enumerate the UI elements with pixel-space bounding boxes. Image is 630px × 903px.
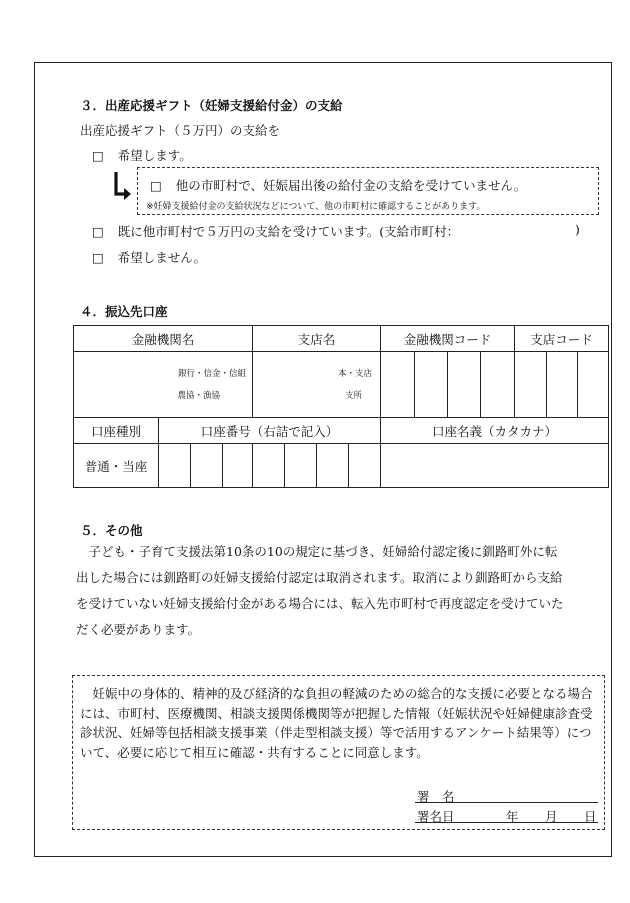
bank-code-digit[interactable]: [415, 352, 448, 418]
header-account-number: 口座番号（右詰で記入）: [159, 418, 381, 444]
bank-name-input[interactable]: [74, 352, 253, 418]
header-bank-code: 金融機関コード: [381, 326, 515, 352]
account-name-input[interactable]: [381, 444, 609, 488]
header-account-type: 口座種別: [74, 418, 159, 444]
section3-heading: ３．出産応援ギフト（妊婦支援給付金）の支給: [80, 98, 343, 113]
header-bank-name: 金融機関名: [74, 326, 253, 352]
sub-condition-checkbox[interactable]: □: [150, 178, 162, 193]
sub-condition-row[interactable]: [150, 176, 526, 194]
bank-type-label-1: 銀行・信金・信組: [178, 368, 247, 379]
sub-condition-label: 他の市町村で、妊娠届出後の給付金の支給を受けていません。: [175, 178, 527, 193]
option-already-checkbox[interactable]: □: [92, 224, 104, 239]
option-decline-label: 希望しません。: [117, 250, 207, 265]
bank-type-label-2: 農協・漁協: [177, 390, 221, 401]
branch-type-label-2: 支所: [345, 390, 363, 401]
date-month-label: 月: [545, 809, 558, 824]
date-day-label: 日: [584, 809, 597, 824]
section5-heading: ５．その他: [80, 523, 143, 538]
bank-account-table: [73, 325, 609, 488]
bank-code-digit[interactable]: [481, 352, 515, 418]
branch-code-digit[interactable]: [515, 352, 547, 418]
header-branch-name: 支店名: [253, 326, 381, 352]
account-type-value[interactable]: 普通・当座: [74, 444, 159, 488]
account-number-digit[interactable]: [253, 444, 285, 488]
branch-code-digit[interactable]: [578, 352, 609, 418]
option-decline-checkbox[interactable]: □: [92, 250, 104, 265]
option-already-suffix: ): [575, 222, 580, 237]
option-wish-row[interactable]: [92, 146, 192, 164]
signature-date-label: 署名日: [417, 809, 455, 824]
account-number-digit[interactable]: [285, 444, 317, 488]
section3-lead: 出産応援ギフト（５万円）の支給を: [80, 123, 281, 138]
date-year-label: 年: [506, 809, 519, 824]
section5-body: 子ども・子育て支援法第10条の10の規定に基づき、妊婦給付認定後に釧路町外に転出した場合には釧路町の妊婦支援給付認定は取消されます。取消により釧路町から支給を受けていない妊婦支援給付金がある場合には、転入先市町村で再度認定を受けていただく必要があります。: [76, 544, 564, 637]
option-decline-row[interactable]: [92, 248, 206, 266]
branch-name-input[interactable]: [253, 352, 381, 418]
section4-heading: ４．振込先口座: [80, 304, 168, 319]
account-number-digit[interactable]: [159, 444, 191, 488]
account-number-digit[interactable]: [191, 444, 223, 488]
branch-code-digit[interactable]: [547, 352, 578, 418]
account-number-digit[interactable]: [317, 444, 349, 488]
branch-type-label-1: 本・支店: [338, 368, 373, 379]
account-number-digit[interactable]: [349, 444, 381, 488]
option-already-label: 既に他市町村で５万円の支給を受けています。(支給市町村：: [117, 224, 460, 239]
arrow-down-right-icon: [110, 170, 132, 204]
sub-condition-note: ※妊婦支援給付金の支給状況などについて、他の市町村に確認することがあります。: [146, 202, 486, 212]
signature-date-field[interactable]: [415, 822, 598, 823]
bank-code-digit[interactable]: [448, 352, 481, 418]
account-number-digit[interactable]: [223, 444, 253, 488]
header-account-name: 口座名義（カタカナ）: [381, 418, 609, 444]
header-branch-code: 支店コード: [515, 326, 609, 352]
option-wish-checkbox[interactable]: □: [92, 148, 104, 163]
option-wish-label: 希望します。: [117, 148, 192, 163]
signature-label: 署 名: [417, 789, 455, 804]
bank-code-digit[interactable]: [381, 352, 415, 418]
consent-body: 妊娠中の身体的、精神的及び経済的な負担の軽減のための総合的な支援に必要となる場合には、市町村、医療機関、相談支援関係機関等が把握した情報（妊娠状況や妊婦健康診査受診状況、妊婦等包括相談支援事業（伴走型相談支援）等で活用するアンケート結果等）について、必要に応じて相互に確認・共有することに同意します。: [80, 686, 593, 760]
option-already-row[interactable]: [92, 222, 459, 240]
signature-field[interactable]: [415, 802, 598, 803]
